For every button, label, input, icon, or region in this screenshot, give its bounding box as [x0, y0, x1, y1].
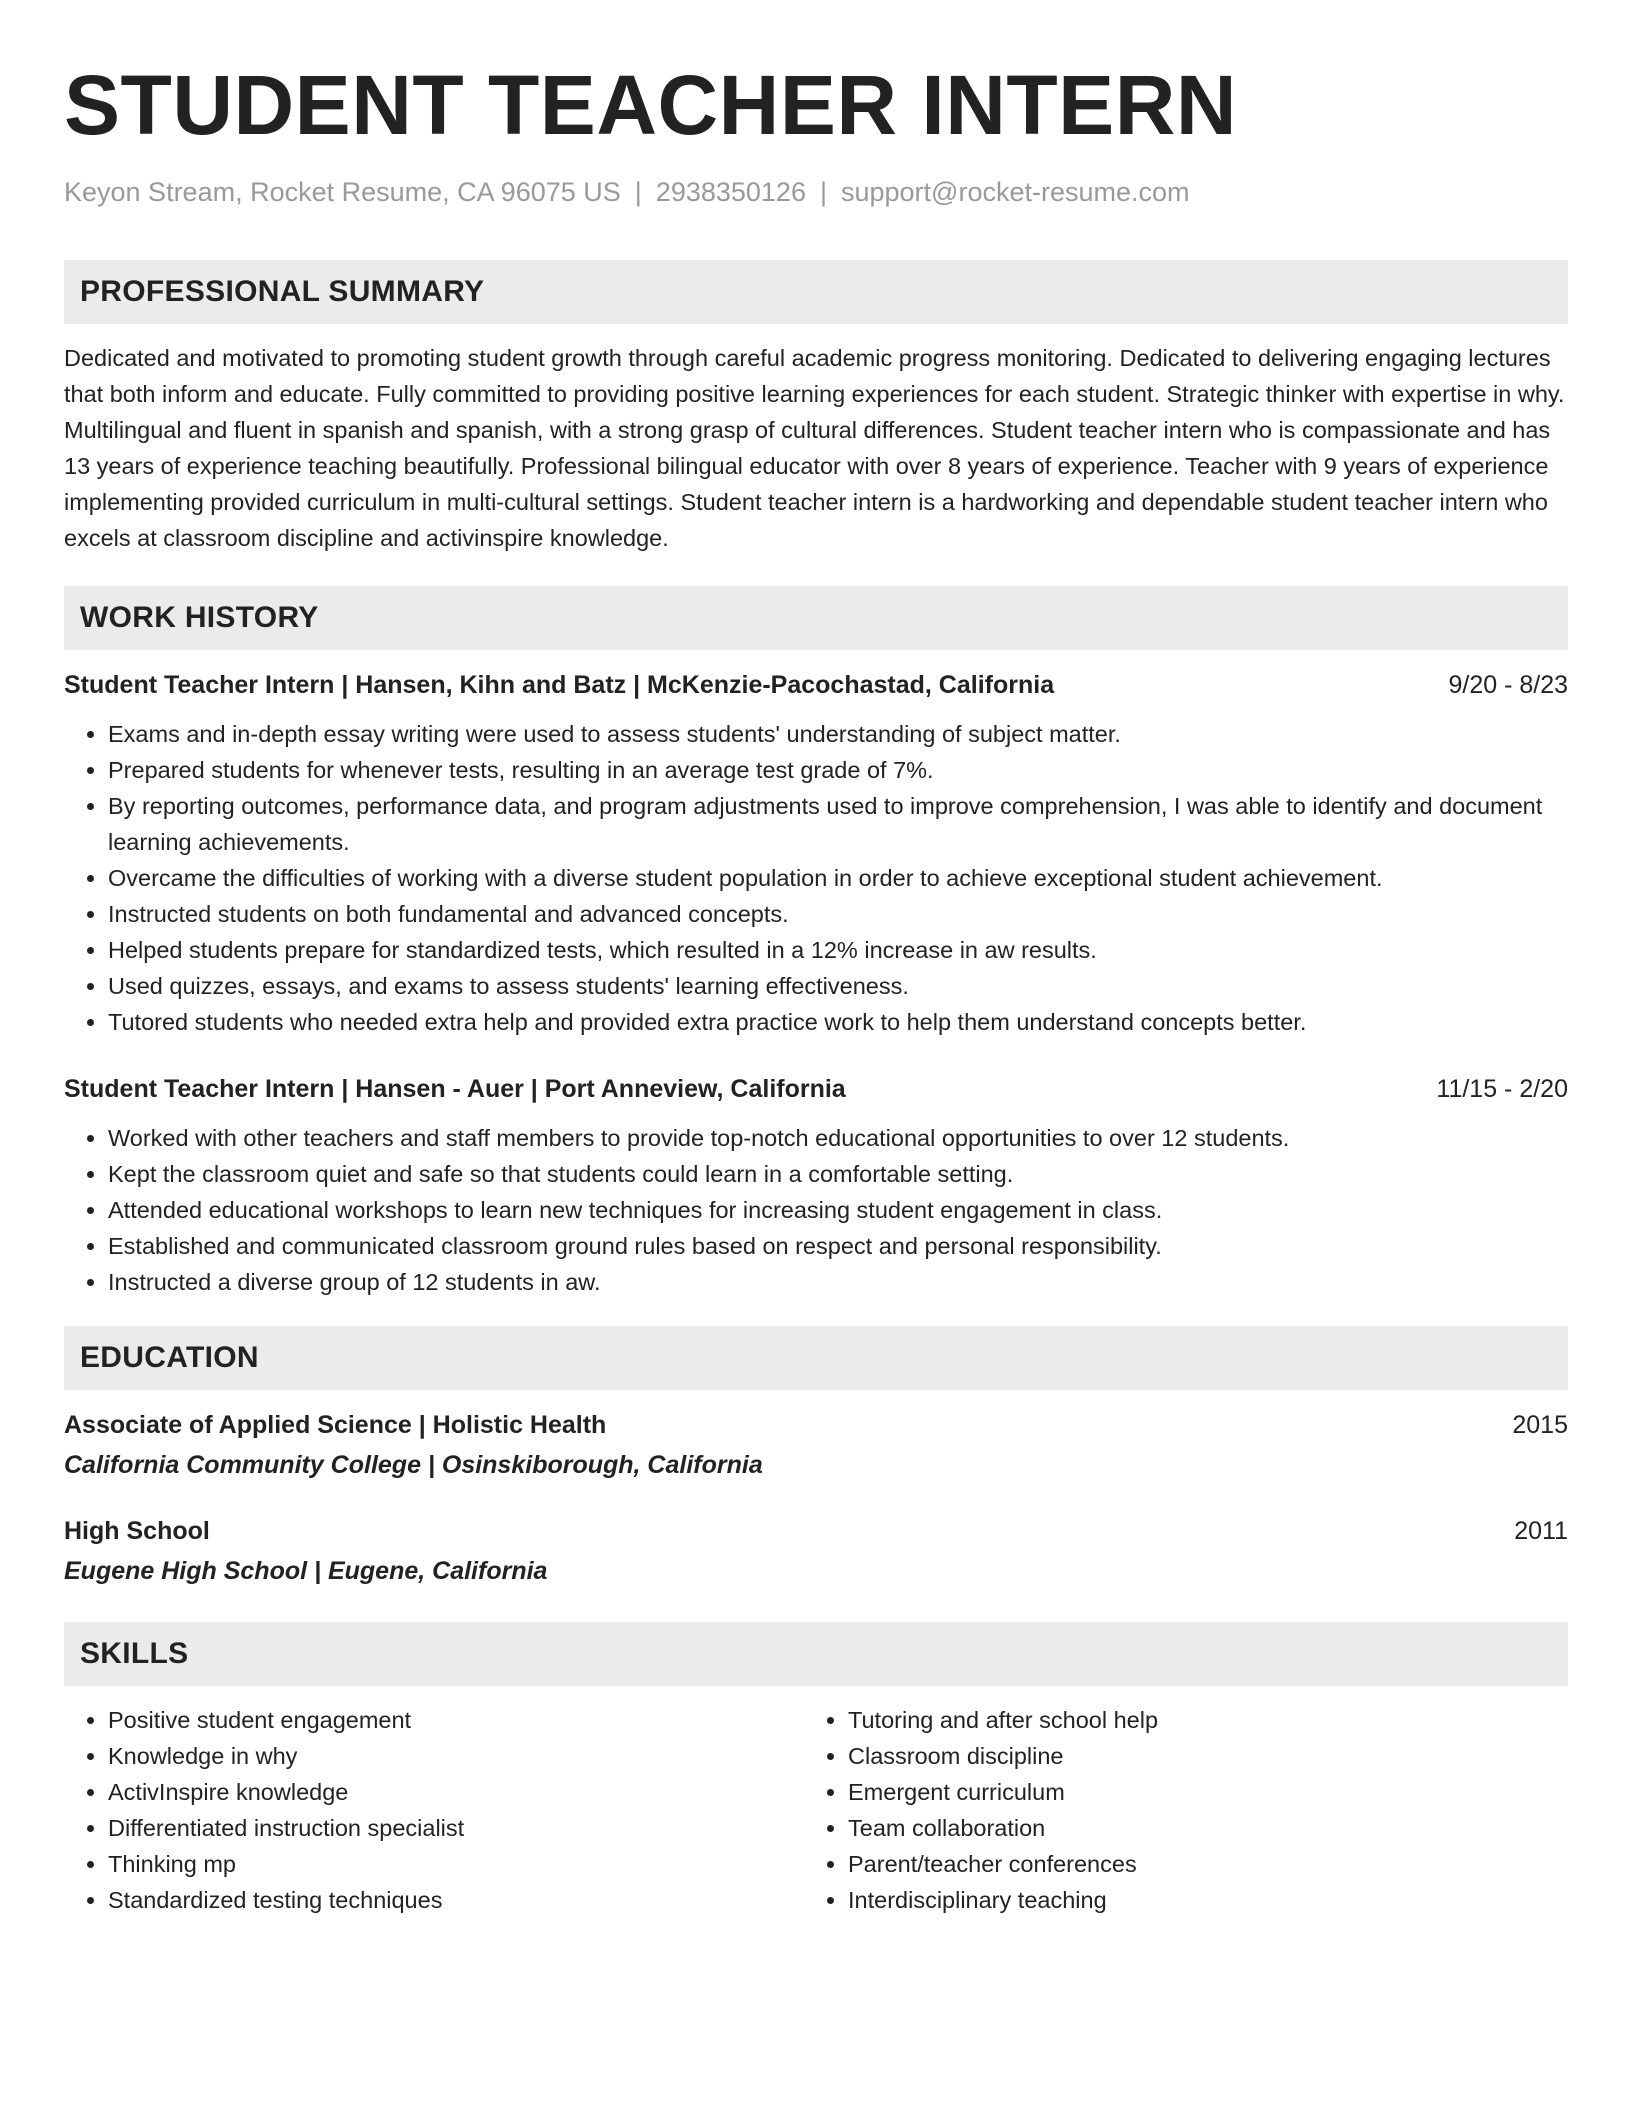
education-heading-row: [64, 1408, 1568, 1442]
education-school: Eugene High School | Eugene, California: [64, 1557, 548, 1585]
skill-item: • Standardized testing techniques: [108, 1882, 804, 1918]
job-bullet-list: [64, 716, 1568, 1040]
skill-item: • Positive student engagement: [108, 1702, 804, 1738]
job-entry: [64, 668, 1568, 1040]
job-dates: 11/15 - 2/20: [1436, 1075, 1568, 1103]
education-year: 2011: [1514, 1517, 1568, 1545]
contact-separator: |: [634, 177, 642, 207]
education-school: California Community College | Osinskiborough, California: [64, 1451, 763, 1479]
education-degree: Associate of Applied Science | Holistic Health: [64, 1411, 607, 1439]
job-title: Student Teacher Intern | Hansen, Kihn and Batz | McKenzie-Pacochastad, California: [64, 671, 1055, 699]
section-header-summary: PROFESSIONAL SUMMARY: [64, 260, 1568, 324]
contact-separator: |: [819, 177, 827, 207]
job-bullet: • Instructed students on both fundamental and advanced concepts.: [108, 896, 1568, 932]
job-heading-row: [64, 1072, 1568, 1106]
job-bullet: • Worked with other teachers and staff members to provide top-notch educational opportunities to over 12 students.: [108, 1120, 1568, 1156]
job-bullet: • Established and communicated classroom ground rules based on respect and personal responsibility.: [108, 1228, 1568, 1264]
skill-item: • Team collaboration: [848, 1810, 1544, 1846]
job-dates: 9/20 - 8/23: [1448, 671, 1568, 699]
candidate-name: STUDENT TEACHER INTERN: [64, 58, 1238, 152]
contact-line: [64, 174, 1568, 210]
skill-item: • Emergent curriculum: [848, 1774, 1544, 1810]
contact-phone: 2938350126: [655, 177, 806, 207]
job-bullet: • Instructed a diverse group of 12 students in aw.: [108, 1264, 1568, 1300]
job-bullet: • Helped students prepare for standardized tests, which resulted in a 12% increase in aw results.: [108, 932, 1568, 968]
job-bullet: • Overcame the difficulties of working with a diverse student population in order to achieve exceptional student achievement.: [108, 860, 1568, 896]
job-bullet: • Tutored students who needed extra help and provided extra practice work to help them understand concepts better.: [108, 1004, 1568, 1040]
skill-item: • Thinking mp: [108, 1846, 804, 1882]
skill-item: • ActivInspire knowledge: [108, 1774, 804, 1810]
contact-address: Keyon Stream, Rocket Resume, CA 96075 US: [64, 177, 621, 207]
skills-list-right: [804, 1702, 1544, 1918]
job-bullet: • Prepared students for whenever tests, resulting in an average test grade of 7%.: [108, 752, 1568, 788]
skill-item: • Tutoring and after school help: [848, 1702, 1544, 1738]
skill-item: • Knowledge in why: [108, 1738, 804, 1774]
skills-columns: [64, 1702, 1568, 1918]
education-entry: [64, 1408, 1568, 1482]
job-title: Student Teacher Intern | Hansen - Auer | Port Anneview, California: [64, 1075, 846, 1103]
contact-email: support@rocket-resume.com: [840, 177, 1190, 207]
job-bullet-list: [64, 1120, 1568, 1300]
skill-item: • Interdisciplinary teaching: [848, 1882, 1544, 1918]
job-bullet: • Exams and in-depth essay writing were used to assess students' understanding of subject matter.: [108, 716, 1568, 752]
job-bullet: • Attended educational workshops to learn new techniques for increasing student engagement in class.: [108, 1192, 1568, 1228]
summary-text: Dedicated and motivated to promoting student growth through careful academic progress monitoring. Dedicated to delivering engaging lectures that both inform and educate. Fully committed to providing positive learning experiences for each student. Strategic thinker with expertise in why. Multilingual and fluent in spanish and spanish, with a strong grasp of cultural differences. Student teacher intern who is compassionate and has 13 years of experience teaching beautifully. Professional bilingual educator with over 8 years of experience. Teacher with 9 years of experience implementing provided curriculum in multi-cultural settings. Student teacher intern is a hardworking and dependable student teacher intern who excels at classroom discipline and activinspire knowledge.: [64, 345, 1565, 551]
skill-item: • Parent/teacher conferences: [848, 1846, 1544, 1882]
section-header-education: EDUCATION: [64, 1326, 1568, 1390]
education-year: 2015: [1512, 1411, 1568, 1439]
skills-list-left: [64, 1702, 804, 1918]
job-bullet: • Kept the classroom quiet and safe so that students could learn in a comfortable setting.: [108, 1156, 1568, 1192]
education-heading-row: [64, 1514, 1568, 1548]
education-entry: [64, 1514, 1568, 1588]
section-header-work-history: WORK HISTORY: [64, 586, 1568, 650]
skill-item: • Classroom discipline: [848, 1738, 1544, 1774]
section-header-skills: SKILLS: [64, 1622, 1568, 1686]
job-heading-row: [64, 668, 1568, 702]
job-entry: [64, 1072, 1568, 1300]
job-bullet: • Used quizzes, essays, and exams to assess students' learning effectiveness.: [108, 968, 1568, 1004]
job-bullet: • By reporting outcomes, performance data, and program adjustments used to improve comprehension, I was able to identify and document learning achievements.: [108, 788, 1568, 860]
skill-item: • Differentiated instruction specialist: [108, 1810, 804, 1846]
education-degree: High School: [64, 1517, 210, 1545]
